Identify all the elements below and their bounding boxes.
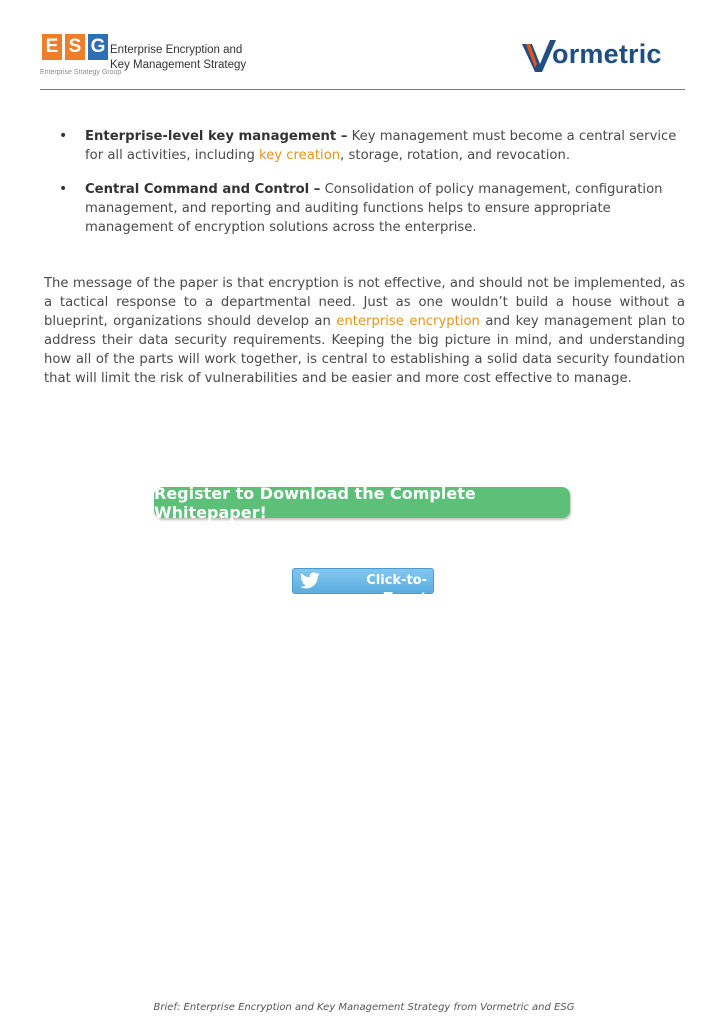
bullet-item-key-management <box>40 127 690 165</box>
paragraph-text: The message of the paper is that encryption is not effective, and should not be implemented, as a tactical response to a departmental need. Just as one wouldn’t build a house without a blueprint, organizations should develop an <box>44 276 685 329</box>
bullet-item-command-control <box>40 180 690 237</box>
twitter-bird-icon <box>299 572 321 590</box>
bullet-list <box>40 127 690 252</box>
esg-logo-subtitle: Enterprise Strategy Group <box>40 69 122 76</box>
esg-letter-s: S <box>65 34 85 60</box>
bullet-heading: Central Command and Control – <box>85 182 321 197</box>
bullet-heading: Enterprise-level key management – <box>85 129 348 144</box>
summary-paragraph <box>44 274 685 388</box>
document-title <box>110 43 310 73</box>
enterprise-encryption-link[interactable]: enterprise encryption <box>336 314 480 329</box>
vormetric-logo <box>520 38 690 74</box>
esg-logo <box>40 32 122 80</box>
esg-letter-g: G <box>88 34 108 60</box>
bullet-text: Consolidation of policy management, configuration management, and reporting and auditing functions helps to ensure appropriate management of encryption solutions across the enterprise. <box>85 182 663 235</box>
header-divider <box>40 89 685 90</box>
register-download-button[interactable]: Register to Download the Complete Whitepaper! <box>154 487 570 518</box>
click-to-tweet-label: Click-to-Tweet <box>366 573 427 606</box>
vormetric-logo-text: ormetric <box>552 39 662 69</box>
click-to-tweet-button[interactable] <box>292 568 434 606</box>
page-footer: Brief: Enterprise Encryption and Key Management Strategy from Vormetric and ESG <box>153 1002 575 1013</box>
document-title-line-2: Key Management Strategy <box>110 59 247 71</box>
bullet-text: , storage, rotation, and revocation. <box>340 148 571 163</box>
bullet-dot: • <box>59 181 68 197</box>
bullet-text: Key management must become a central service for all activities, including <box>85 129 677 163</box>
page-header <box>0 0 728 92</box>
key-creation-link[interactable]: key creation <box>259 148 341 163</box>
esg-letter-e: E <box>42 34 62 60</box>
paragraph-text: and key management plan to address their data security requirements. Keeping the big picture in mind, and understanding how all of the parts will work together, is central to establishing a solid data security foundation that will limit the risk of vulnerabilities and be easier and more cost effective to manage. <box>44 314 685 386</box>
bullet-dot: • <box>59 128 68 144</box>
document-title-line-1: Enterprise Encryption and <box>110 44 243 56</box>
